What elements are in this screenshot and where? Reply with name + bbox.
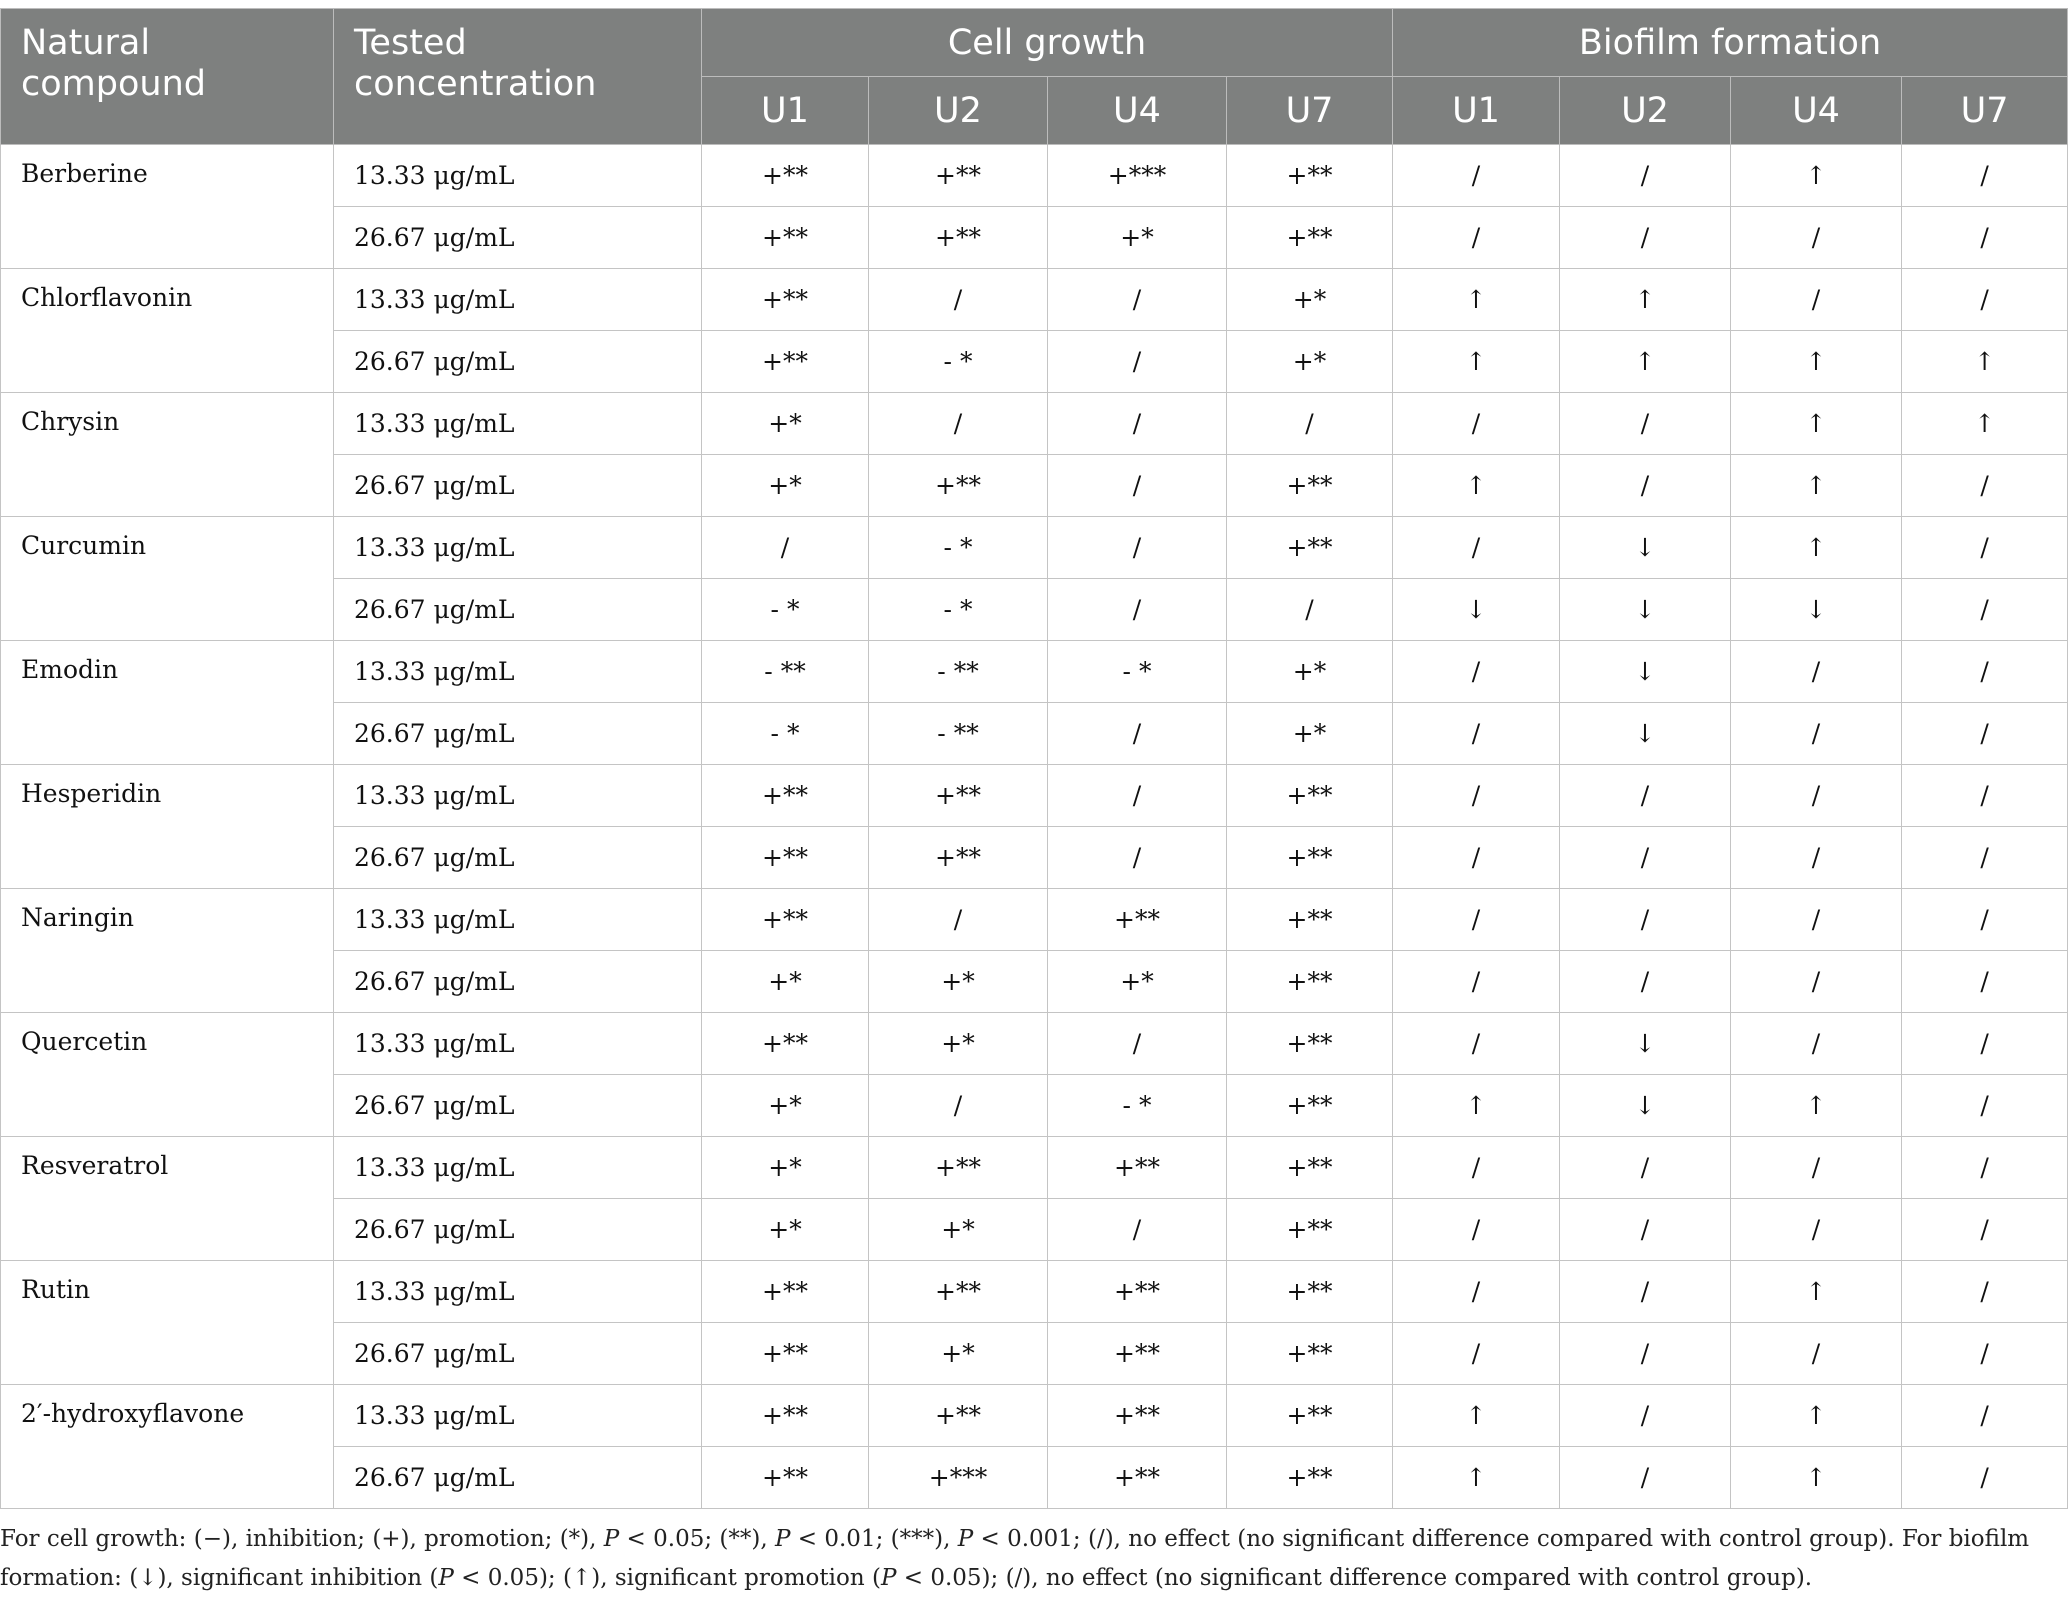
cell-growth-value: +** <box>1048 1385 1227 1447</box>
compound-name: Quercetin <box>1 1013 334 1137</box>
biofilm-value: / <box>1902 207 2068 269</box>
table-row <box>1 145 2068 207</box>
compound-name: Curcumin <box>1 517 334 641</box>
concentration-cell: 26.67 μg/mL <box>334 331 702 393</box>
biofilm-value: ↑ <box>1731 1261 1902 1323</box>
cell-growth-value: +* <box>702 455 869 517</box>
biofilm-value: / <box>1902 641 2068 703</box>
biofilm-value: / <box>1560 1323 1731 1385</box>
biofilm-value: ↑ <box>1731 455 1902 517</box>
biofilm-value: ↑ <box>1393 331 1560 393</box>
cell-growth-value: - * <box>1048 641 1227 703</box>
biofilm-value: / <box>1560 889 1731 951</box>
concentration-cell: 26.67 μg/mL <box>334 207 702 269</box>
cell-growth-value: / <box>869 393 1048 455</box>
biofilm-value: / <box>1731 1137 1902 1199</box>
cell-growth-value: - ** <box>869 703 1048 765</box>
biofilm-value: ↑ <box>1731 393 1902 455</box>
cell-growth-value: +** <box>1227 1323 1393 1385</box>
cell-growth-value: +** <box>869 765 1048 827</box>
biofilm-value: / <box>1902 889 2068 951</box>
header-strain: U2 <box>1560 77 1731 145</box>
concentration-cell: 13.33 μg/mL <box>334 1137 702 1199</box>
cell-growth-value: +* <box>869 1199 1048 1261</box>
cell-growth-value: +** <box>702 827 869 889</box>
cell-growth-value: +** <box>869 455 1048 517</box>
table-row <box>1 1013 2068 1075</box>
cell-growth-value: +** <box>702 1447 869 1509</box>
biofilm-value: / <box>1731 765 1902 827</box>
concentration-cell: 26.67 μg/mL <box>334 1199 702 1261</box>
compound-name: Naringin <box>1 889 334 1013</box>
cell-growth-value: +** <box>869 1137 1048 1199</box>
cell-growth-value: - ** <box>702 641 869 703</box>
cell-growth-value: / <box>869 889 1048 951</box>
cell-growth-value: +** <box>869 827 1048 889</box>
concentration-cell: 26.67 μg/mL <box>334 1447 702 1509</box>
biofilm-value: / <box>1731 703 1902 765</box>
biofilm-value: / <box>1393 393 1560 455</box>
cell-growth-value: +* <box>1227 703 1393 765</box>
compound-name: Chlorflavonin <box>1 269 334 393</box>
cell-growth-value: +* <box>1227 641 1393 703</box>
cell-growth-value: / <box>1048 1199 1227 1261</box>
cell-growth-value: / <box>869 1075 1048 1137</box>
cell-growth-value: +** <box>702 1261 869 1323</box>
concentration-cell: 26.67 μg/mL <box>334 951 702 1013</box>
cell-growth-value: / <box>1048 269 1227 331</box>
cell-growth-value: +** <box>1227 827 1393 889</box>
biofilm-value: ↓ <box>1560 703 1731 765</box>
cell-growth-value: +** <box>1227 145 1393 207</box>
cell-growth-value: +** <box>1227 889 1393 951</box>
cell-growth-value: +** <box>702 331 869 393</box>
cell-growth-value: +** <box>1048 1261 1227 1323</box>
cell-growth-value: / <box>1048 1013 1227 1075</box>
cell-growth-value: / <box>869 269 1048 331</box>
cell-growth-value: - * <box>869 517 1048 579</box>
biofilm-value: / <box>1560 951 1731 1013</box>
cell-growth-value: +*** <box>1048 145 1227 207</box>
cell-growth-value: +** <box>869 1261 1048 1323</box>
table-footnote: For cell growth: (−), inhibition; (+), promotion; (*), P < 0.05; (**), P < 0.01; (***), P < 0.001; (/), no effect (no significant difference compared with control group). For biofilm formation: (↓), significant inhibition (P < 0.05); (↑), significant promotion (P < 0.05); (/), no effect (no significant difference compared with control group). <box>0 1526 2030 1591</box>
compound-name: Rutin <box>1 1261 334 1385</box>
concentration-cell: 26.67 μg/mL <box>334 703 702 765</box>
concentration-cell: 13.33 μg/mL <box>334 269 702 331</box>
header-compound: Natural compound <box>1 9 334 145</box>
cell-growth-value: / <box>1048 827 1227 889</box>
cell-growth-value: +** <box>702 269 869 331</box>
cell-growth-value: - * <box>869 331 1048 393</box>
compound-name: Chrysin <box>1 393 334 517</box>
cell-growth-value: +** <box>702 1385 869 1447</box>
cell-growth-value: +** <box>1048 889 1227 951</box>
cell-growth-value: - * <box>1048 1075 1227 1137</box>
biofilm-value: ↑ <box>1393 1385 1560 1447</box>
cell-growth-value: +*** <box>869 1447 1048 1509</box>
cell-growth-value: +** <box>702 145 869 207</box>
cell-growth-value: +** <box>1048 1137 1227 1199</box>
header-strain: U4 <box>1048 77 1227 145</box>
biofilm-value: / <box>1731 1199 1902 1261</box>
cell-growth-value: +** <box>869 1385 1048 1447</box>
biofilm-value: / <box>1393 207 1560 269</box>
biofilm-value: / <box>1560 765 1731 827</box>
table-row <box>1 393 2068 455</box>
compound-name: Resveratrol <box>1 1137 334 1261</box>
biofilm-value: ↑ <box>1731 1447 1902 1509</box>
cell-growth-value: / <box>1048 703 1227 765</box>
biofilm-value: ↑ <box>1731 517 1902 579</box>
biofilm-value: / <box>1902 517 2068 579</box>
biofilm-value: / <box>1902 1385 2068 1447</box>
biofilm-value: / <box>1731 641 1902 703</box>
biofilm-value: / <box>1560 1385 1731 1447</box>
header-strain: U7 <box>1227 77 1393 145</box>
biofilm-value: / <box>1393 641 1560 703</box>
compound-name: Berberine <box>1 145 334 269</box>
biofilm-value: / <box>1902 1447 2068 1509</box>
biofilm-value: ↓ <box>1731 579 1902 641</box>
biofilm-value: / <box>1902 951 2068 1013</box>
biofilm-value: / <box>1902 765 2068 827</box>
biofilm-value: ↑ <box>1731 1385 1902 1447</box>
concentration-cell: 26.67 μg/mL <box>334 579 702 641</box>
header-cell-growth: Cell growth <box>702 9 1393 77</box>
biofilm-value: ↑ <box>1393 269 1560 331</box>
cell-growth-value: / <box>702 517 869 579</box>
biofilm-value: / <box>1731 827 1902 889</box>
biofilm-value: / <box>1393 1261 1560 1323</box>
biofilm-value: / <box>1393 1199 1560 1261</box>
cell-growth-value: +* <box>1048 951 1227 1013</box>
table-row <box>1 269 2068 331</box>
results-table <box>0 8 2068 1509</box>
biofilm-value: / <box>1902 827 2068 889</box>
biofilm-value: / <box>1560 455 1731 517</box>
biofilm-value: / <box>1731 889 1902 951</box>
table-row <box>1 517 2068 579</box>
biofilm-value: ↑ <box>1731 1075 1902 1137</box>
biofilm-value: / <box>1560 827 1731 889</box>
biofilm-value: ↓ <box>1560 579 1731 641</box>
concentration-cell: 13.33 μg/mL <box>334 145 702 207</box>
biofilm-value: ↑ <box>1393 1075 1560 1137</box>
biofilm-value: ↑ <box>1902 393 2068 455</box>
biofilm-value: / <box>1731 207 1902 269</box>
table-row <box>1 765 2068 827</box>
concentration-cell: 26.67 μg/mL <box>334 827 702 889</box>
header-strain: U4 <box>1731 77 1902 145</box>
table-row <box>1 1137 2068 1199</box>
biofilm-value: / <box>1902 1199 2068 1261</box>
cell-growth-value: +** <box>702 207 869 269</box>
table-row <box>1 889 2068 951</box>
biofilm-value: ↑ <box>1731 331 1902 393</box>
cell-growth-value: +** <box>1227 1137 1393 1199</box>
biofilm-value: / <box>1731 951 1902 1013</box>
concentration-cell: 13.33 μg/mL <box>334 1385 702 1447</box>
results-table-container <box>0 8 2067 1509</box>
cell-growth-value: / <box>1227 393 1393 455</box>
cell-growth-value: +** <box>1227 455 1393 517</box>
header-strain: U7 <box>1902 77 2068 145</box>
biofilm-value: / <box>1393 1013 1560 1075</box>
cell-growth-value: +* <box>1048 207 1227 269</box>
cell-growth-value: +** <box>869 145 1048 207</box>
biofilm-value: / <box>1393 517 1560 579</box>
concentration-cell: 13.33 μg/mL <box>334 641 702 703</box>
biofilm-value: / <box>1393 1323 1560 1385</box>
cell-growth-value: +** <box>1048 1447 1227 1509</box>
cell-growth-value: +* <box>869 1013 1048 1075</box>
cell-growth-value: +* <box>869 1323 1048 1385</box>
table-row <box>1 1385 2068 1447</box>
concentration-cell: 13.33 μg/mL <box>334 765 702 827</box>
cell-growth-value: +** <box>702 1013 869 1075</box>
cell-growth-value: +** <box>1227 765 1393 827</box>
biofilm-value: / <box>1560 1137 1731 1199</box>
biofilm-value: / <box>1902 1261 2068 1323</box>
cell-growth-value: +** <box>869 207 1048 269</box>
cell-growth-value: - ** <box>869 641 1048 703</box>
cell-growth-value: / <box>1048 393 1227 455</box>
concentration-cell: 26.67 μg/mL <box>334 1323 702 1385</box>
biofilm-value: / <box>1393 889 1560 951</box>
biofilm-value: / <box>1902 269 2068 331</box>
biofilm-value: / <box>1731 1013 1902 1075</box>
biofilm-value: ↓ <box>1393 579 1560 641</box>
cell-growth-value: +* <box>702 1199 869 1261</box>
cell-growth-value: +** <box>702 1323 869 1385</box>
biofilm-value: ↓ <box>1560 641 1731 703</box>
biofilm-value: ↓ <box>1560 1013 1731 1075</box>
biofilm-value: ↑ <box>1731 145 1902 207</box>
concentration-cell: 13.33 μg/mL <box>334 1261 702 1323</box>
header-concentration: Tested concentration <box>334 9 702 145</box>
biofilm-value: / <box>1560 207 1731 269</box>
cell-growth-value: +** <box>702 889 869 951</box>
cell-growth-value: / <box>1227 579 1393 641</box>
biofilm-value: / <box>1393 765 1560 827</box>
biofilm-value: / <box>1393 1137 1560 1199</box>
cell-growth-value: / <box>1048 331 1227 393</box>
compound-name: 2′-hydroxyflavone <box>1 1385 334 1509</box>
header-biofilm-formation: Biofilm formation <box>1393 9 2068 77</box>
biofilm-value: / <box>1731 269 1902 331</box>
concentration-cell: 13.33 μg/mL <box>334 517 702 579</box>
biofilm-value: / <box>1902 703 2068 765</box>
cell-growth-value: +** <box>1227 951 1393 1013</box>
biofilm-value: / <box>1902 1013 2068 1075</box>
biofilm-value: / <box>1731 1323 1902 1385</box>
biofilm-value: ↑ <box>1560 331 1731 393</box>
cell-growth-value: +** <box>1227 207 1393 269</box>
biofilm-value: / <box>1902 1137 2068 1199</box>
cell-growth-value: +** <box>1227 1261 1393 1323</box>
biofilm-value: / <box>1393 827 1560 889</box>
biofilm-value: ↑ <box>1393 1447 1560 1509</box>
biofilm-value: / <box>1393 145 1560 207</box>
biofilm-value: / <box>1902 579 2068 641</box>
biofilm-value: ↑ <box>1393 455 1560 517</box>
biofilm-value: / <box>1560 145 1731 207</box>
biofilm-value: / <box>1902 455 2068 517</box>
cell-growth-value: +** <box>1227 1075 1393 1137</box>
cell-growth-value: / <box>1048 579 1227 641</box>
table-body <box>1 145 2068 1509</box>
header-strain: U1 <box>702 77 869 145</box>
biofilm-value: / <box>1902 145 2068 207</box>
biofilm-value: / <box>1560 393 1731 455</box>
cell-growth-value: +* <box>1227 269 1393 331</box>
cell-growth-value: +** <box>1227 1385 1393 1447</box>
cell-growth-value: - * <box>702 579 869 641</box>
header-strain: U2 <box>869 77 1048 145</box>
biofilm-value: / <box>1560 1199 1731 1261</box>
cell-growth-value: / <box>1048 517 1227 579</box>
cell-growth-value: - * <box>702 703 869 765</box>
biofilm-value: / <box>1393 951 1560 1013</box>
biofilm-value: ↑ <box>1902 331 2068 393</box>
concentration-cell: 13.33 μg/mL <box>334 889 702 951</box>
cell-growth-value: +** <box>1227 517 1393 579</box>
cell-growth-value: +* <box>869 951 1048 1013</box>
cell-growth-value: +** <box>1227 1447 1393 1509</box>
cell-growth-value: / <box>1048 765 1227 827</box>
concentration-cell: 13.33 μg/mL <box>334 1013 702 1075</box>
biofilm-value: / <box>1902 1323 2068 1385</box>
biofilm-value: / <box>1560 1447 1731 1509</box>
biofilm-value: ↓ <box>1560 1075 1731 1137</box>
cell-growth-value: / <box>1048 455 1227 517</box>
table-row <box>1 1261 2068 1323</box>
compound-name: Emodin <box>1 641 334 765</box>
biofilm-value: ↓ <box>1560 517 1731 579</box>
header-strain: U1 <box>1393 77 1560 145</box>
cell-growth-value: - * <box>869 579 1048 641</box>
concentration-cell: 13.33 μg/mL <box>334 393 702 455</box>
cell-growth-value: +* <box>702 1075 869 1137</box>
cell-growth-value: +* <box>702 1137 869 1199</box>
biofilm-value: / <box>1393 703 1560 765</box>
biofilm-value: ↑ <box>1560 269 1731 331</box>
cell-growth-value: +* <box>1227 331 1393 393</box>
concentration-cell: 26.67 μg/mL <box>334 455 702 517</box>
table-header <box>1 9 2068 145</box>
biofilm-value: / <box>1560 1261 1731 1323</box>
cell-growth-value: +* <box>702 951 869 1013</box>
concentration-cell: 26.67 μg/mL <box>334 1075 702 1137</box>
cell-growth-value: +** <box>1048 1323 1227 1385</box>
biofilm-value: / <box>1902 1075 2068 1137</box>
cell-growth-value: +** <box>702 765 869 827</box>
compound-name: Hesperidin <box>1 765 334 889</box>
cell-growth-value: +** <box>1227 1199 1393 1261</box>
table-row <box>1 641 2068 703</box>
cell-growth-value: +* <box>702 393 869 455</box>
cell-growth-value: +** <box>1227 1013 1393 1075</box>
